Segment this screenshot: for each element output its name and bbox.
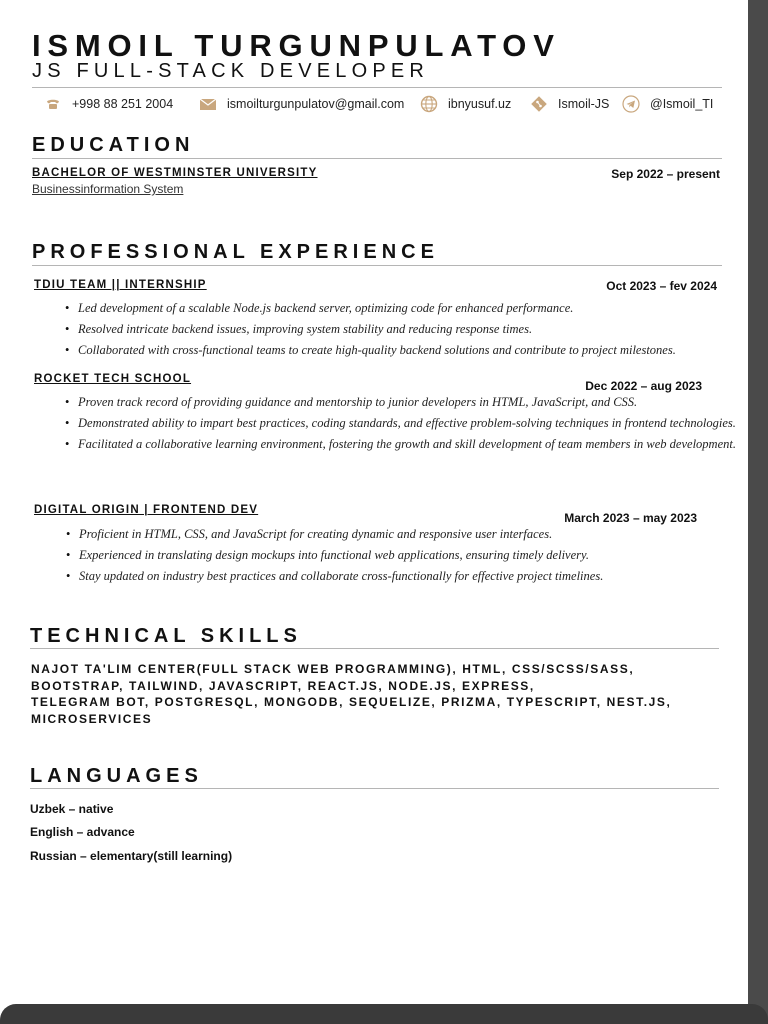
skills-line: TELEGRAM BOT, POSTGRESQL, MONGODB, SEQUELIZE, PRIZMA, TYPESCRIPT, NEST.JS, bbox=[31, 695, 672, 709]
contact-telegram[interactable] bbox=[622, 95, 713, 113]
mail-icon bbox=[199, 95, 217, 113]
contact-telegram-text: @Ismoil_TI bbox=[650, 97, 714, 111]
job-title-digital-origin: DIGITAL ORIGIN | FRONTEND DEV bbox=[34, 504, 259, 516]
telegram-icon bbox=[622, 95, 640, 113]
skills-line: BOOTSTRAP, TAILWIND, JAVASCRIPT, REACT.JS, NODE.JS, EXPRESS, bbox=[31, 678, 535, 693]
contact-github[interactable] bbox=[530, 95, 609, 113]
skills-heading: TECHNICAL SKILLS bbox=[30, 625, 302, 647]
language-item: Uzbek – native bbox=[30, 802, 114, 816]
full-name: ISMOIL TURGUNPULATOV bbox=[32, 28, 561, 63]
contact-website[interactable] bbox=[420, 95, 511, 113]
skills-list bbox=[31, 661, 731, 727]
education-divider bbox=[32, 158, 722, 159]
list-item: • Resolved intricate backend issues, improving system stability and reducing response times. bbox=[78, 319, 743, 340]
job-title-rocket: ROCKET TECH SCHOOL bbox=[34, 373, 192, 385]
contact-website-text: ibnyusuf.uz bbox=[448, 97, 512, 111]
skills-line: MICROSERVICES bbox=[31, 711, 153, 726]
header-divider bbox=[32, 87, 722, 88]
list-item: • Demonstrated ability to impart best practices, coding standards, and effective problem-solving techniques in frontend technologies. bbox=[78, 413, 743, 434]
job-date-digital-origin: March 2023 – may 2023 bbox=[564, 511, 697, 525]
experience-divider bbox=[32, 265, 722, 266]
bottom-edge-bar bbox=[0, 1004, 768, 1024]
skills-line: NAJOT TA'LIM CENTER(FULL STACK WEB PROGRAMMING), HTML, CSS/SCSS/SASS, bbox=[31, 662, 635, 676]
contact-phone-text: +998 88 251 2004 bbox=[72, 97, 174, 111]
contact-phone[interactable] bbox=[44, 95, 173, 113]
job-bullets-rocket bbox=[60, 392, 743, 455]
list-item: • Stay updated on industry best practices and collaborate cross-functionally for effective project timelines. bbox=[79, 566, 744, 587]
job-date-tdiu: Oct 2023 – fev 2024 bbox=[606, 279, 717, 293]
contact-email-text: ismoilturgunpulatov@gmail.com bbox=[227, 97, 405, 111]
phone-icon bbox=[44, 95, 62, 113]
job-role: JS FULL-STACK DEVELOPER bbox=[32, 60, 430, 82]
languages-heading: LANGUAGES bbox=[30, 765, 203, 787]
git-icon bbox=[530, 95, 548, 113]
globe-icon bbox=[420, 95, 438, 113]
job-date-rocket: Dec 2022 – aug 2023 bbox=[585, 379, 702, 393]
list-item: • Collaborated with cross-functional teams to create high-quality backend solutions and contribute to project milestones. bbox=[78, 340, 743, 361]
education-heading: EDUCATION bbox=[32, 134, 195, 156]
language-item: English – advance bbox=[30, 825, 135, 839]
education-date: Sep 2022 – present bbox=[611, 167, 720, 181]
list-item: • Led development of a scalable Node.js backend server, optimizing code for enhanced performance. bbox=[78, 298, 743, 319]
contact-email[interactable] bbox=[199, 95, 404, 113]
job-title-tdiu: TDIU TEAM || INTERNSHIP bbox=[34, 279, 207, 291]
contact-github-text: Ismoil-JS bbox=[558, 97, 610, 111]
list-item: • Facilitated a collaborative learning environment, fostering the growth and skill development of team members in web development. bbox=[78, 434, 743, 455]
list-item: • Experienced in translating design mockups into functional web applications, ensuring timely delivery. bbox=[79, 545, 744, 566]
job-bullets-digital-origin bbox=[61, 524, 744, 587]
education-field: Businessinformation System bbox=[32, 182, 184, 196]
skills-divider bbox=[30, 648, 719, 649]
experience-heading: PROFESSIONAL EXPERIENCE bbox=[32, 241, 439, 263]
list-item: • Proven track record of providing guidance and mentorship to junior developers in HTML, JavaScript, and CSS. bbox=[78, 392, 743, 413]
contact-bar bbox=[44, 95, 724, 115]
job-bullets-tdiu bbox=[60, 298, 743, 361]
languages-divider bbox=[30, 788, 719, 789]
right-edge-bar bbox=[748, 0, 768, 1024]
list-item: • Proficient in HTML, CSS, and JavaScript for creating dynamic and responsive user interfaces. bbox=[79, 524, 744, 545]
language-item: Russian – elementary(still learning) bbox=[30, 849, 233, 863]
education-degree: BACHELOR OF WESTMINSTER UNIVERSITY bbox=[32, 167, 318, 179]
